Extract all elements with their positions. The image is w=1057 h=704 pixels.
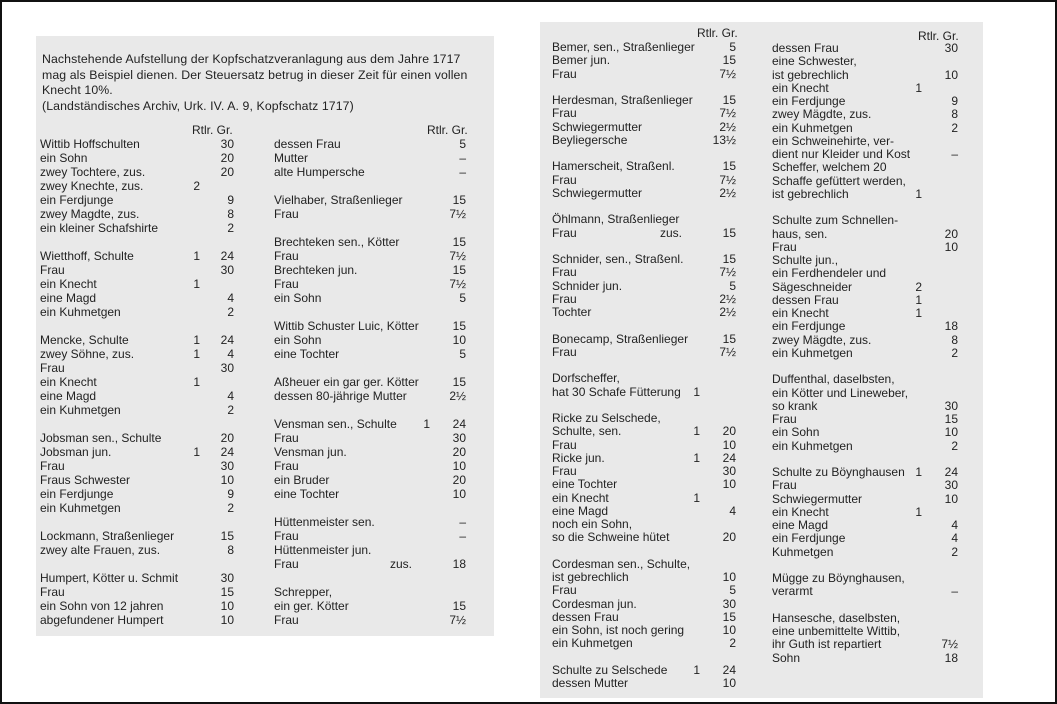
entry-groschen: 10 <box>722 570 736 584</box>
entry-groschen: 10 <box>220 613 234 627</box>
entry-groschen: 7½ <box>719 66 736 81</box>
entry-groschen: 2½ <box>719 185 736 200</box>
entry-reichstaler: 1 <box>693 424 700 439</box>
entry-groschen: – <box>459 515 466 529</box>
entry-name: ein Knecht <box>772 504 829 519</box>
entry-groschen: – <box>459 151 466 165</box>
entry-groschen: 2½ <box>719 305 736 319</box>
entry-groschen: – <box>459 165 466 179</box>
entry-name: ein Schweinehirte, ver- <box>772 133 895 148</box>
entry-name: Hüttenmeister sen. <box>274 515 375 529</box>
entry-name: Wietthoff, Schulte <box>40 249 134 263</box>
entry-name: eine Magd <box>40 291 97 305</box>
entry-groschen: 20 <box>220 165 234 179</box>
entry-groschen: 20 <box>452 445 466 459</box>
entry-name: dessen Frau <box>552 609 619 624</box>
entry-groschen: 20 <box>452 473 466 487</box>
entry-reichstaler: 1 <box>915 504 922 519</box>
entry-groschen: 10 <box>452 333 466 347</box>
entry-name: Frau <box>552 265 577 280</box>
entry-groschen: 20 <box>722 530 736 545</box>
entry-name: Frau <box>552 344 577 359</box>
entry-groschen: 4 <box>951 531 958 546</box>
entry-name: ein Ferdjunge <box>772 94 846 108</box>
entry-name: ein Bruder <box>274 473 330 487</box>
entry-groschen: 7½ <box>719 265 736 280</box>
entry-name: Kuhmetgen <box>772 544 834 559</box>
intro-line: Knecht 10%. <box>42 83 113 97</box>
entry-name: ein Ferdjunge <box>772 531 846 546</box>
entry-reichstaler: 1 <box>193 445 200 459</box>
entry-name: Dorfscheffer, <box>552 371 620 386</box>
entry-name: Aßheuer ein gar ger. Kötter <box>274 375 419 389</box>
entry-name: Ricke jun. <box>552 450 605 465</box>
entry-groschen: 30 <box>944 398 958 413</box>
entry-name: ein Kuhmetgen <box>40 305 121 319</box>
entry-name: eine Magd <box>40 389 97 403</box>
entry-groschen: 18 <box>452 557 466 571</box>
entry-name: ein Kuhmetgen <box>40 501 121 515</box>
entry-name: ist gebrechlich <box>772 67 849 82</box>
entry-groschen: 8 <box>951 107 958 122</box>
entry-reichstaler: 1 <box>915 186 922 201</box>
entry-name: Frau <box>552 225 577 240</box>
entry-groschen: 15 <box>722 93 736 107</box>
entry-name: Frau <box>40 459 65 473</box>
entry-name: Sohn <box>772 650 801 665</box>
entry-name: dessen Mutter <box>552 676 629 690</box>
entry-groschen: 7½ <box>719 106 736 121</box>
entry-groschen: 10 <box>452 459 466 473</box>
entry-name: dessen 80-jährige Mutter <box>274 389 407 403</box>
entry-groschen: 15 <box>452 599 466 613</box>
entry-reichstaler: 1 <box>915 465 922 479</box>
entry-name: Schulte jun., <box>772 253 839 267</box>
entry-name: Lockmann, Straßenlieger <box>40 529 175 543</box>
entry-groschen: 5 <box>459 291 466 305</box>
entry-reichstaler: 1 <box>193 333 200 347</box>
entry-groschen: 2½ <box>719 291 736 306</box>
entry-name: noch ein Sohn, <box>552 517 633 531</box>
entry-name: zwey Mägdte, zus. <box>772 107 872 122</box>
entry-groschen: 15 <box>220 585 234 599</box>
entry-name: Schaffe gefüttert werden, <box>772 173 906 188</box>
entry-groschen: 15 <box>452 235 466 249</box>
entry-name: Mügge zu Böynghausen, <box>772 571 905 585</box>
entry-name: ein Ferdjunge <box>40 487 114 501</box>
entry-name: eine Tochter <box>274 487 340 501</box>
entry-name: Schrepper, <box>274 585 333 599</box>
entry-zus: zus. <box>659 225 682 240</box>
entry-name: dessen Frau <box>274 137 341 151</box>
entry-name: ist gebrechlich <box>552 570 629 584</box>
entry-groschen: 5 <box>459 347 466 361</box>
entry-name: Mutter <box>274 151 309 165</box>
entry-groschen: 2½ <box>449 389 466 403</box>
entry-name: Frau <box>40 585 65 599</box>
entry-groschen: 30 <box>452 431 466 445</box>
entry-groschen: 10 <box>452 487 466 501</box>
entry-name: Schwiegermutter <box>772 491 863 506</box>
entry-name: ein Sohn, ist noch gering <box>552 623 685 637</box>
entry-name: Brechteken sen., Kötter <box>274 235 400 249</box>
entry-groschen: 15 <box>452 319 466 333</box>
entry-groschen: 2 <box>951 345 958 360</box>
entry-groschen: 5 <box>459 137 466 151</box>
entry-reichstaler: 1 <box>915 292 922 307</box>
entry-name: Schwiegermutter <box>552 185 643 200</box>
entry-name: Bemer, sen., Straßenlieger <box>552 40 695 54</box>
entry-name: Wittib Schuster Luic, Kötter <box>274 319 419 333</box>
entry-name: Bonecamp, Straßenlieger <box>552 331 689 346</box>
entry-groschen: 24 <box>944 465 958 479</box>
entry-name: Frau <box>274 557 299 571</box>
entry-name: ein Kuhmetgen <box>772 120 853 135</box>
entry-groschen: 30 <box>220 571 234 585</box>
entry-name: ein Sohn <box>274 291 322 305</box>
entry-groschen: 24 <box>220 333 234 347</box>
entry-name: Frau <box>274 459 299 473</box>
entry-name: so die Schweine hütet <box>552 530 670 545</box>
entry-groschen: 10 <box>722 623 736 637</box>
entry-name: Beyliegersche <box>552 132 628 147</box>
entry-reichstaler: 1 <box>915 306 922 320</box>
entry-groschen: 30 <box>722 596 736 611</box>
entry-name: zwey Magdte, zus. <box>40 207 140 221</box>
entry-name: ein Knecht <box>40 375 97 389</box>
entry-name: Duffenthal, daselbsten, <box>772 372 895 387</box>
entry-name: Vielhaber, Straßenlieger <box>274 193 403 207</box>
entry-groschen: 18 <box>944 319 958 334</box>
entry-groschen: 15 <box>722 159 736 174</box>
column-header: Rtlr. Gr. <box>427 123 468 137</box>
entry-name: Humpert, Kötter u. Schmit <box>40 571 179 585</box>
entry-name: dessen Frau <box>772 41 839 55</box>
entry-groschen: 10 <box>722 477 736 492</box>
entry-name: so krank <box>772 398 818 413</box>
entry-name: Öhlmann, Straßenlieger <box>552 212 680 227</box>
entry-name: zwey Söhne, zus. <box>40 347 135 361</box>
entry-groschen: 30 <box>722 464 736 478</box>
entry-name: ein Kuhmetgen <box>772 438 853 453</box>
entry-groschen: 9 <box>227 193 234 207</box>
entry-name: Frau <box>772 478 797 493</box>
entry-groschen: 2 <box>227 403 234 417</box>
entry-groschen: 10 <box>944 425 958 440</box>
entry-groschen: 4 <box>227 389 234 403</box>
entry-groschen: 10 <box>944 491 958 506</box>
column-header: Rtlr. Gr. <box>192 123 233 137</box>
entry-groschen: 2 <box>729 636 736 651</box>
entry-groschen: 18 <box>944 650 958 665</box>
entry-name: Hamerscheit, Straßenl. <box>552 159 675 174</box>
entry-name: Sägeschneider <box>772 279 853 294</box>
entry-groschen: – <box>951 584 958 599</box>
entry-name: ein Kuhmetgen <box>772 345 853 360</box>
entry-groschen: 10 <box>722 437 736 452</box>
entry-name: ein kleiner Schafshirte <box>40 221 159 235</box>
entry-groschen: 2 <box>951 120 958 135</box>
entry-name: Mencke, Schulte <box>40 333 129 347</box>
entry-name: Vensman jun. <box>274 445 347 459</box>
entry-reichstaler: 1 <box>423 417 430 431</box>
entry-name: Frau <box>274 529 299 543</box>
entry-groschen: 10 <box>722 676 736 690</box>
entry-groschen: – <box>951 147 958 161</box>
entry-name: ein Kötter und Lineweber, <box>772 385 909 400</box>
entry-groschen: 4 <box>227 291 234 305</box>
entry-name: Ricke zu Selschede, <box>552 411 661 425</box>
entry-groschen: 7½ <box>449 207 466 221</box>
entry-groschen: 24 <box>220 249 234 263</box>
entry-groschen: 7½ <box>719 344 736 359</box>
entry-groschen: 20 <box>944 226 958 241</box>
entry-name: Frau <box>274 249 299 263</box>
entry-name: eine Magd <box>772 518 829 532</box>
entry-name: Jobsman jun. <box>40 445 112 459</box>
entry-groschen: 2 <box>227 501 234 515</box>
entry-name: zwey Tochtere, zus. <box>40 165 146 179</box>
entry-groschen: 5 <box>729 40 736 54</box>
entry-groschen: 20 <box>220 431 234 445</box>
entry-name: alte Humpersche <box>274 165 365 179</box>
entry-name: zwey alte Frauen, zus. <box>40 543 161 557</box>
entry-groschen: 2 <box>951 544 958 559</box>
entry-name: ein ger. Kötter <box>274 599 349 613</box>
entry-groschen: 4 <box>227 347 234 361</box>
entry-name: Frau <box>274 431 299 445</box>
entry-groschen: 8 <box>951 332 958 347</box>
entry-groschen: 10 <box>944 239 958 254</box>
entry-name: Cordesman jun. <box>552 596 637 611</box>
entry-reichstaler: 2 <box>915 279 922 294</box>
entry-name: ein Knecht <box>772 306 829 320</box>
entry-groschen: 15 <box>722 331 736 346</box>
entry-name: ein Sohn <box>40 151 88 165</box>
intro-line: (Landständisches Archiv, Urk. IV. A. 9, Kopfschatz 1717) <box>42 98 354 113</box>
entry-groschen: 8 <box>227 207 234 221</box>
column-header: Rtlr. Gr. <box>697 26 738 40</box>
entry-groschen: 5 <box>729 278 736 293</box>
entry-name: Jobsman sen., Schulte <box>40 431 162 445</box>
entry-groschen: 7½ <box>719 172 736 187</box>
entry-reichstaler: 1 <box>193 277 200 291</box>
entry-name: Hüttenmeister jun. <box>274 543 372 557</box>
entry-name: Bemer jun. <box>552 53 611 68</box>
entry-name: Frau <box>772 239 797 254</box>
entry-groschen: 30 <box>944 41 958 55</box>
entry-groschen: 30 <box>220 361 234 375</box>
entry-groschen: 15 <box>722 609 736 624</box>
entry-name: ist gebrechlich <box>772 186 849 201</box>
entry-name: eine unbemittelte Wittib, <box>772 624 901 638</box>
entry-reichstaler: 2 <box>193 179 200 193</box>
entry-name: Schulte, sen. <box>552 424 622 439</box>
entry-name: ein Sohn von 12 jahren <box>40 599 164 613</box>
entry-name: ein Ferdjunge <box>772 319 846 334</box>
entry-groschen: 15 <box>452 193 466 207</box>
entry-reichstaler: 1 <box>193 375 200 389</box>
entry-name: Frau <box>552 437 577 452</box>
entry-name: ein Ferdhendeler und <box>772 266 887 281</box>
entry-name: Frau <box>40 361 65 375</box>
entry-groschen: 2½ <box>719 119 736 134</box>
entry-groschen: 10 <box>220 473 234 487</box>
entry-name: Frau <box>274 613 299 627</box>
entry-name: Tochter <box>552 305 592 319</box>
entry-name: Schnider, sen., Straßenl. <box>552 252 684 266</box>
entry-groschen: 15 <box>722 225 736 240</box>
entry-groschen: 2 <box>227 305 234 319</box>
entry-name: Schulte zum Schnellen- <box>772 213 899 228</box>
entry-name: Scheffer, welchem 20 <box>772 160 887 175</box>
entry-name: Herdesman, Straßenlieger <box>552 93 693 107</box>
entry-groschen: 10 <box>944 67 958 82</box>
entry-reichstaler: 1 <box>693 384 700 399</box>
entry-name: ein Ferdjunge <box>40 193 114 207</box>
entry-groschen: 15 <box>452 375 466 389</box>
entry-groschen: 8 <box>227 543 234 557</box>
entry-groschen: 9 <box>951 94 958 108</box>
entry-groschen: 24 <box>722 450 736 465</box>
entry-groschen: 15 <box>220 529 234 543</box>
entry-name: ein Knecht <box>552 490 609 505</box>
entry-name: ein Knecht <box>40 277 97 291</box>
entry-groschen: 5 <box>729 583 736 598</box>
entry-name: Wittib Hoffschulten <box>40 137 140 151</box>
entry-groschen: 20 <box>722 424 736 439</box>
entry-name: Schnider jun. <box>552 278 623 293</box>
entry-name: Hansesche, daselbsten, <box>772 610 901 625</box>
entry-name: Fraus Schwester <box>40 473 131 487</box>
column-header: Rtlr. Gr. <box>918 29 959 43</box>
entry-groschen: 9 <box>227 487 234 501</box>
entry-groschen: 15 <box>722 252 736 266</box>
entry-name: zwey Knechte, zus. <box>40 179 144 193</box>
entry-groschen: 7½ <box>941 637 958 652</box>
entry-zus: zus. <box>389 557 412 571</box>
entry-groschen: 7½ <box>449 277 466 291</box>
entry-groschen: 20 <box>220 151 234 165</box>
entry-groschen: 30 <box>220 263 234 277</box>
entry-name: Cordesman sen., Schulte, <box>552 556 691 571</box>
entry-name: Brechteken jun. <box>274 263 358 277</box>
intro-line: Nachstehende Aufstellung der Kopfschatzveranlagung aus dem Jahre 1717 <box>42 52 461 66</box>
entry-name: Schulte zu Selschede <box>552 662 668 677</box>
entry-name: Schwiegermutter <box>552 119 643 134</box>
entry-groschen: 10 <box>220 599 234 613</box>
entry-name: Schulte zu Böynghausen <box>772 465 905 479</box>
entry-groschen: 24 <box>220 445 234 459</box>
entry-name: ein Sohn <box>772 425 820 440</box>
entry-name: Frau <box>274 207 299 221</box>
entry-groschen: 13½ <box>712 132 736 147</box>
intro-text <box>42 52 487 114</box>
entry-name: Frau <box>552 291 577 306</box>
entry-name: Frau <box>552 106 577 121</box>
entry-groschen: 15 <box>452 263 466 277</box>
entry-name: Frau <box>552 583 577 598</box>
entry-name: zwey Mägdte, zus. <box>772 332 872 347</box>
entry-groschen: 24 <box>722 662 736 677</box>
entry-reichstaler: 1 <box>693 662 700 677</box>
entry-name: verarmt <box>772 584 813 599</box>
entry-name: eine Schwester, <box>772 54 857 69</box>
entry-name: haus, sen. <box>772 226 828 241</box>
entry-name: Frau <box>552 464 577 478</box>
entry-name: Frau <box>772 412 797 426</box>
entry-groschen: 24 <box>452 417 466 431</box>
entry-name: eine Tochter <box>552 477 618 492</box>
entry-reichstaler: 1 <box>915 80 922 95</box>
entry-groschen: – <box>459 529 466 543</box>
entry-name: Frau <box>552 172 577 187</box>
entry-name: ein Knecht <box>772 80 829 95</box>
entry-groschen: 15 <box>944 412 958 426</box>
entry-groschen: 15 <box>722 53 736 68</box>
entry-name: eine Tochter <box>274 347 340 361</box>
entry-reichstaler: 1 <box>693 450 700 465</box>
entry-reichstaler: 1 <box>693 490 700 505</box>
entry-groschen: 7½ <box>449 613 466 627</box>
entry-name: Frau <box>40 263 65 277</box>
entry-name: dessen Frau <box>772 292 839 307</box>
entry-groschen: 2 <box>951 438 958 453</box>
entry-groschen: 30 <box>944 478 958 493</box>
entry-name: ein Kuhmetgen <box>40 403 121 417</box>
entry-name: ihr Guth ist repartiert <box>772 637 882 652</box>
entry-reichstaler: 1 <box>193 249 200 263</box>
entry-groschen: 2 <box>227 221 234 235</box>
entry-name: eine Magd <box>552 503 609 518</box>
entry-name: Vensman sen., Schulte <box>274 417 397 431</box>
entry-groschen: 4 <box>729 503 736 518</box>
intro-line: mag als Beispiel dienen. Der Steuersatz betrug in dieser Zeit für einen vollen <box>42 67 468 82</box>
entry-name: Frau <box>274 277 299 291</box>
entry-groschen: 30 <box>220 459 234 473</box>
entry-groschen: 7½ <box>449 249 466 263</box>
entry-name: ein Kuhmetgen <box>552 636 633 651</box>
entry-groschen: 30 <box>220 137 234 151</box>
entry-groschen: 4 <box>951 518 958 532</box>
entry-reichstaler: 1 <box>193 347 200 361</box>
entry-name: ein Sohn <box>274 333 322 347</box>
entry-name: dient nur Kleider und Kost <box>772 147 911 161</box>
entry-name: abgefundener Humpert <box>40 613 164 627</box>
entry-name: Frau <box>552 66 577 81</box>
entry-name: hat 30 Schafe Fütterung <box>552 384 681 399</box>
